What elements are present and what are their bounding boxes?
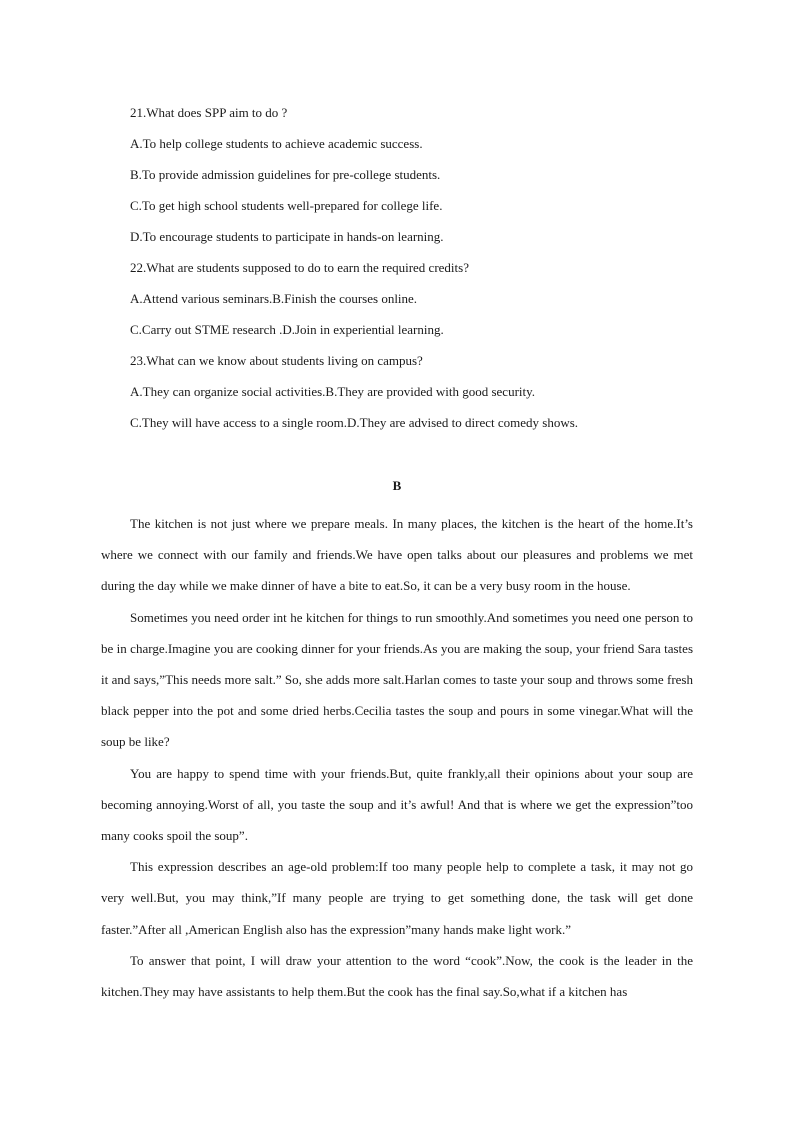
answer-option: A.To help college students to achieve academic success.	[130, 136, 423, 151]
reading-passage	[101, 508, 693, 1007]
answer-option: C.To get high school students well-prepared for college life.	[130, 198, 443, 213]
answer-option: A.They can organize social activities.	[130, 384, 326, 399]
passage-paragraph: You are happy to spend time with your friends.But, quite frankly,all their opinions about your soup are becoming annoying.Worst of all, you taste the soup and it’s awful! And that is where we get the expression”too many cooks spoil the soup”.	[101, 765, 693, 844]
question-stem: 22.What are students supposed to do to earn the required credits?	[130, 260, 469, 275]
answer-option: D.To encourage students to participate in hands-on learning.	[130, 229, 444, 244]
answer-option: C.They will have access to a single room.	[130, 415, 347, 430]
option-row	[130, 320, 730, 351]
answer-option: B.They are provided with good security.	[325, 384, 536, 399]
section-heading: B	[392, 478, 402, 493]
question-stem: 23.What can we know about students living on campus?	[130, 353, 423, 368]
answer-option: B.Finish the courses online.	[272, 291, 418, 306]
option-row	[130, 413, 730, 444]
option-row	[130, 382, 730, 413]
answer-option: D.They are advised to direct comedy shows.	[346, 415, 579, 430]
option-row	[130, 289, 730, 320]
answer-option: A.Attend various seminars.	[130, 291, 273, 306]
passage-paragraph: The kitchen is not just where we prepare meals. In many places, the kitchen is the heart of the home.It’s where we connect with our family and friends.We have open talks about our pleasures and problems we met during the day while we make dinner of have a bite to eat.So, it can be a very busy room in the house.	[101, 516, 693, 594]
passage-paragraph: To answer that point, I will draw your attention to the word “cook”.Now, the cook is the leader in the kitchen.They may have assistants to help them.But the cook has the final say.So,what if a kitchen has	[101, 952, 693, 1000]
question-block	[130, 103, 730, 444]
passage-paragraph: This expression describes an age-old problem:If too many people help to complete a task, it may not go very well.But, you may think,”If many people are trying to get something done, the task will get done faster.”After all ,American English also has the expression”many hands make light work.”	[101, 859, 693, 937]
answer-option: C.Carry out STME research .	[130, 322, 283, 337]
answer-option: D.Join in experiential learning.	[282, 322, 444, 337]
passage-paragraph: Sometimes you need order int he kitchen for things to run smoothly.And sometimes you need one person to be in charge.Imagine you are cooking dinner for your friends.As you are making the soup, your friend Sara tastes it and says,”This needs more salt.” So, she adds more salt.Harlan comes to taste your soup and throws some fresh black pepper into the pot and some dried herbs.Cecilia tastes the soup and pours in some vinegar.What will the soup be like?	[101, 609, 693, 750]
question-stem: 21.What does SPP aim to do ?	[130, 105, 288, 120]
answer-option: B.To provide admission guidelines for pre-college students.	[130, 167, 441, 182]
